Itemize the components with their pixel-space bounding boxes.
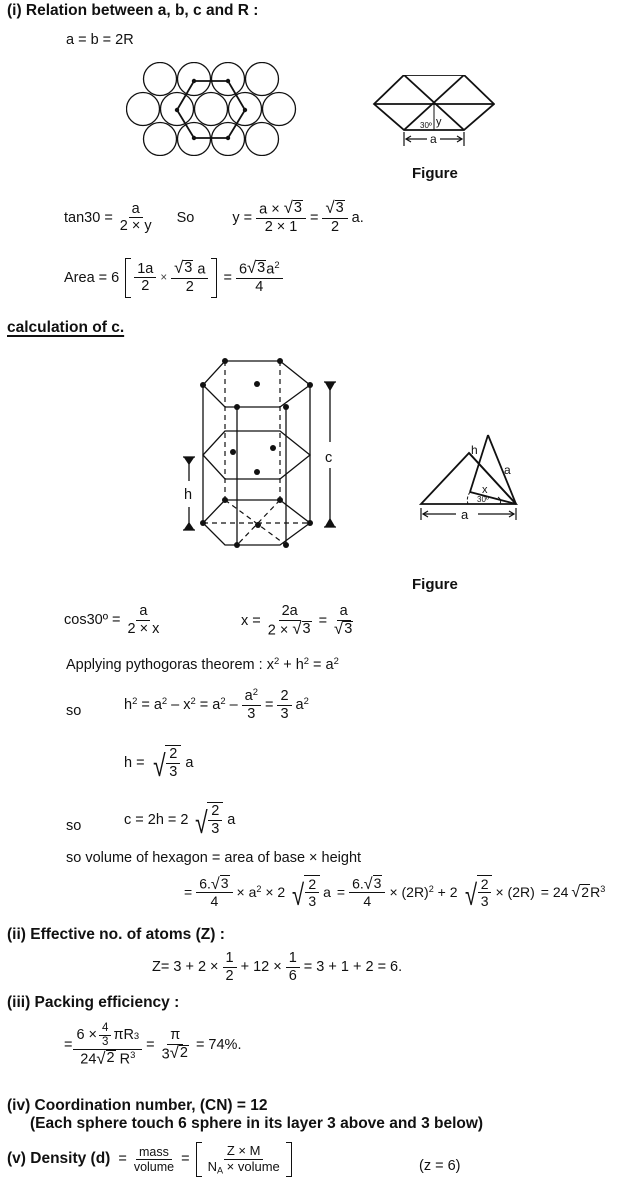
figure-caption-2: Figure [412, 576, 458, 593]
section-heading-effective-atoms: (ii) Effective no. of atoms (Z) : [7, 926, 225, 943]
tetrahedron-triangle-diagram [418, 432, 523, 522]
svg-text:a: a [504, 463, 511, 477]
so-label-1: so [66, 703, 82, 719]
coordination-note: (Each sphere touch 6 sphere in its layer 3 above and 3 below) [30, 1115, 484, 1132]
h-squared-equation: $h^2 = a^2 - x^2 = a^2$ – $\frac{a^2}{3}$ = $\frac{2}{3}$ $a^2$ [124, 685, 309, 722]
x-equation: x = 2a 2 × √ 3 = a √ 3 [241, 603, 353, 638]
svg-text:a: a [461, 507, 469, 522]
tan30-equation: tan30 = $\frac{a}{2 \times y}$ So y = a × √ 3 2 × 1 = √ 3 2 a. [64, 198, 364, 235]
svg-text:y: y [436, 116, 442, 128]
area-equation: Area = 6 $\frac{1a}{2}$ × √ 3 a 2 = 6 √ 3 $a^2$ 4 [64, 258, 287, 298]
section-heading-relation: (i) Relation between a, b, c and R : [7, 2, 259, 19]
section-heading-coordination-number: (iv) Coordination number, (CN) = 12 [7, 1097, 268, 1114]
svg-text:a: a [430, 132, 437, 146]
section-heading-packing-efficiency: (iii) Packing efficiency : [7, 994, 180, 1011]
packing-efficiency-equation: = 6 × $\frac{4}{3}$ πR 3 24 √ 2 $R^3$ = π 3 √ 2 = 74%. [64, 1022, 242, 1068]
svg-text:h: h [471, 443, 478, 457]
c-equation: c = 2h = 2 √ $\frac{2}{3}$ a [124, 803, 236, 840]
c-dimension-label: c [325, 450, 333, 466]
z-equation: Z= 3 + 2 × $\frac{1}{2}$ + 12 × $\frac{1}{6}$ = 3 + 1 + 2 = 6. [152, 950, 403, 984]
z-note: (z = 6) [419, 1158, 461, 1174]
figure-caption-1: Figure [412, 165, 458, 182]
pythagoras-text: Applying pythogoras theorem : $x^2 + h^2 = a^2$ [66, 654, 339, 673]
section-heading-calculation-c: calculation of c. [7, 319, 125, 336]
hexagon-triangle-diagram [370, 75, 495, 150]
volume-text: so volume of hexagon = area of base × height [66, 850, 362, 866]
svg-text:30º: 30º [477, 495, 489, 504]
so-label-2: so [66, 818, 82, 834]
volume-equation: = 6. √ 3 4 × $a^2 \times 2$ √ $\frac{2}{3}$ a = 6. √ 3 4 × $(2R)^2 + 2$ √ $\frac{2}{3}$ × (2R) = 24 √ 2 $R^3$ [184, 874, 606, 912]
h-equation: h = √ $\frac{2}{3}$ a [124, 746, 194, 783]
svg-text:x: x [482, 484, 488, 496]
svg-text:30º: 30º [420, 121, 432, 130]
circle-packing-diagram [126, 62, 298, 156]
density-equation: (v) Density (d) = $\frac{\text{mass}}{\text{volume}}$ = $\frac{Z \times M}{N_A \times volume}$ [7, 1142, 292, 1177]
cos30-equation: cos30º = $\frac{a}{2 \times x}$ [64, 603, 160, 637]
h-dimension-label: h [184, 487, 193, 503]
relation-equation: a = b = 2R [66, 32, 134, 48]
